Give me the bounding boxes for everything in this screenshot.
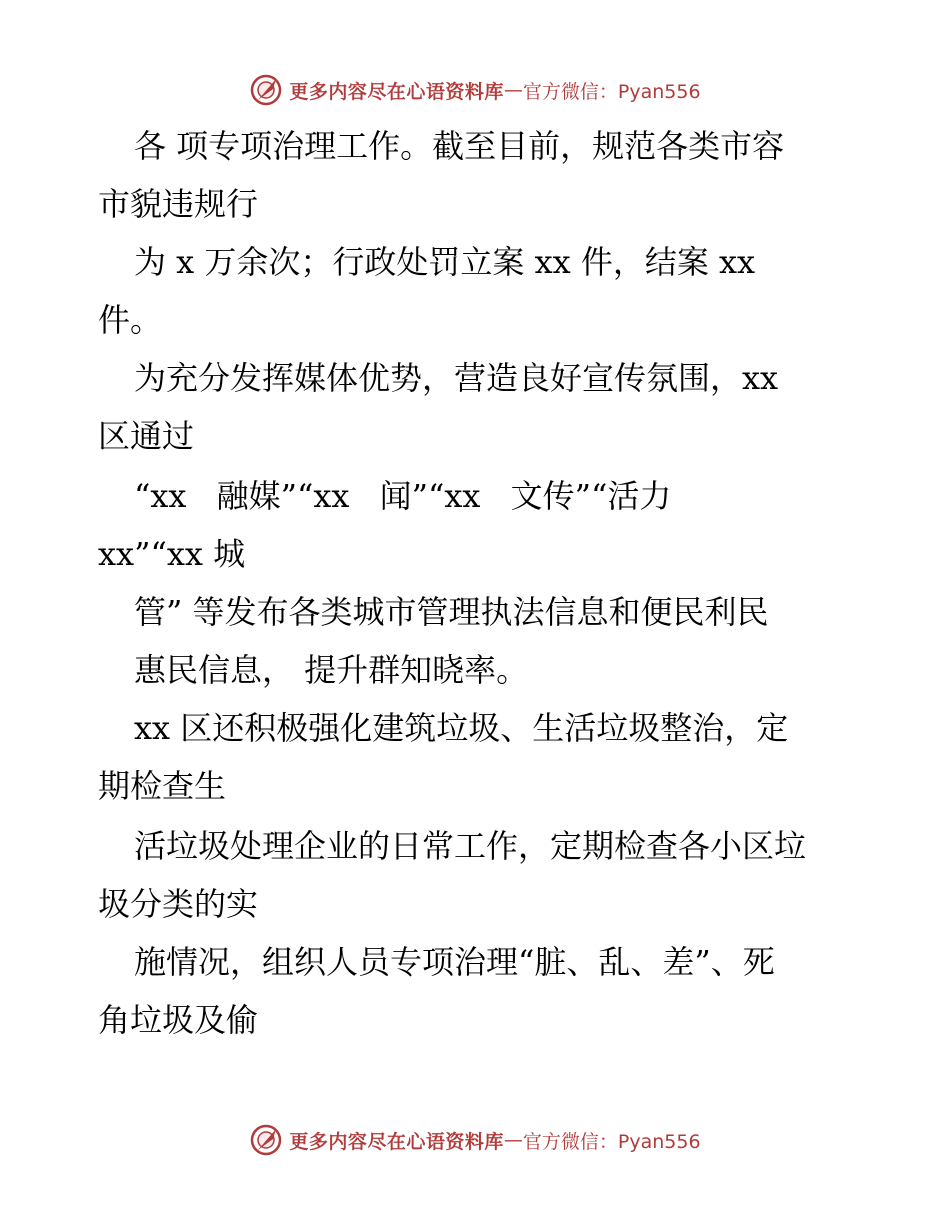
header-banner — [0, 70, 950, 110]
banner-dash: — — [503, 79, 523, 101]
text-line: xx”“xx 城 — [98, 535, 246, 573]
banner-title: 更多内容尽在心语资料库 — [289, 80, 504, 103]
banner-title: 更多内容尽在心语资料库 — [289, 1130, 504, 1153]
banner-wechat: 官方微信：Pyan556 — [522, 80, 701, 103]
text-line: 为充分发挥媒体优势，营造良好宣传氛围，xx — [134, 359, 779, 397]
banner-dash: — — [503, 1129, 523, 1151]
text-line: 管” 等发布各类城市管理执法信息和便民利民 — [134, 593, 769, 631]
banner-wechat: 官方微信：Pyan556 — [522, 1130, 701, 1153]
text-line: 为 x 万余次；行政处罚立案 xx 件，结案 xx — [134, 243, 756, 281]
text-line: 施情况，组织人员专项治理“脏、乱、差”、死 — [134, 943, 775, 981]
text-line: 市貌违规行 — [98, 185, 259, 223]
text-line: 圾分类的实 — [98, 885, 259, 923]
text-line: 件。 — [98, 301, 163, 339]
text-line: 惠民信息， 提升群知晓率。 — [134, 651, 529, 689]
text-line: 各 项专项治理工作。截至目前，规范各类市容 — [134, 127, 785, 165]
quill-logo-icon — [249, 73, 283, 107]
footer-banner — [0, 1120, 950, 1160]
text-line: 角垃圾及偷 — [98, 1001, 259, 1039]
text-line: 区通过 — [98, 417, 195, 455]
quill-logo-icon — [249, 1123, 283, 1157]
text-line: “xx 融媒”“xx 闻”“xx 文传”“活力 — [134, 477, 672, 515]
text-line: 活垃圾处理企业的日常工作，定期检查各小区垃 — [134, 827, 807, 865]
text-line: 期检查生 — [98, 767, 227, 805]
text-line: xx 区还积极强化建筑垃圾、生活垃圾整治，定 — [134, 709, 789, 747]
